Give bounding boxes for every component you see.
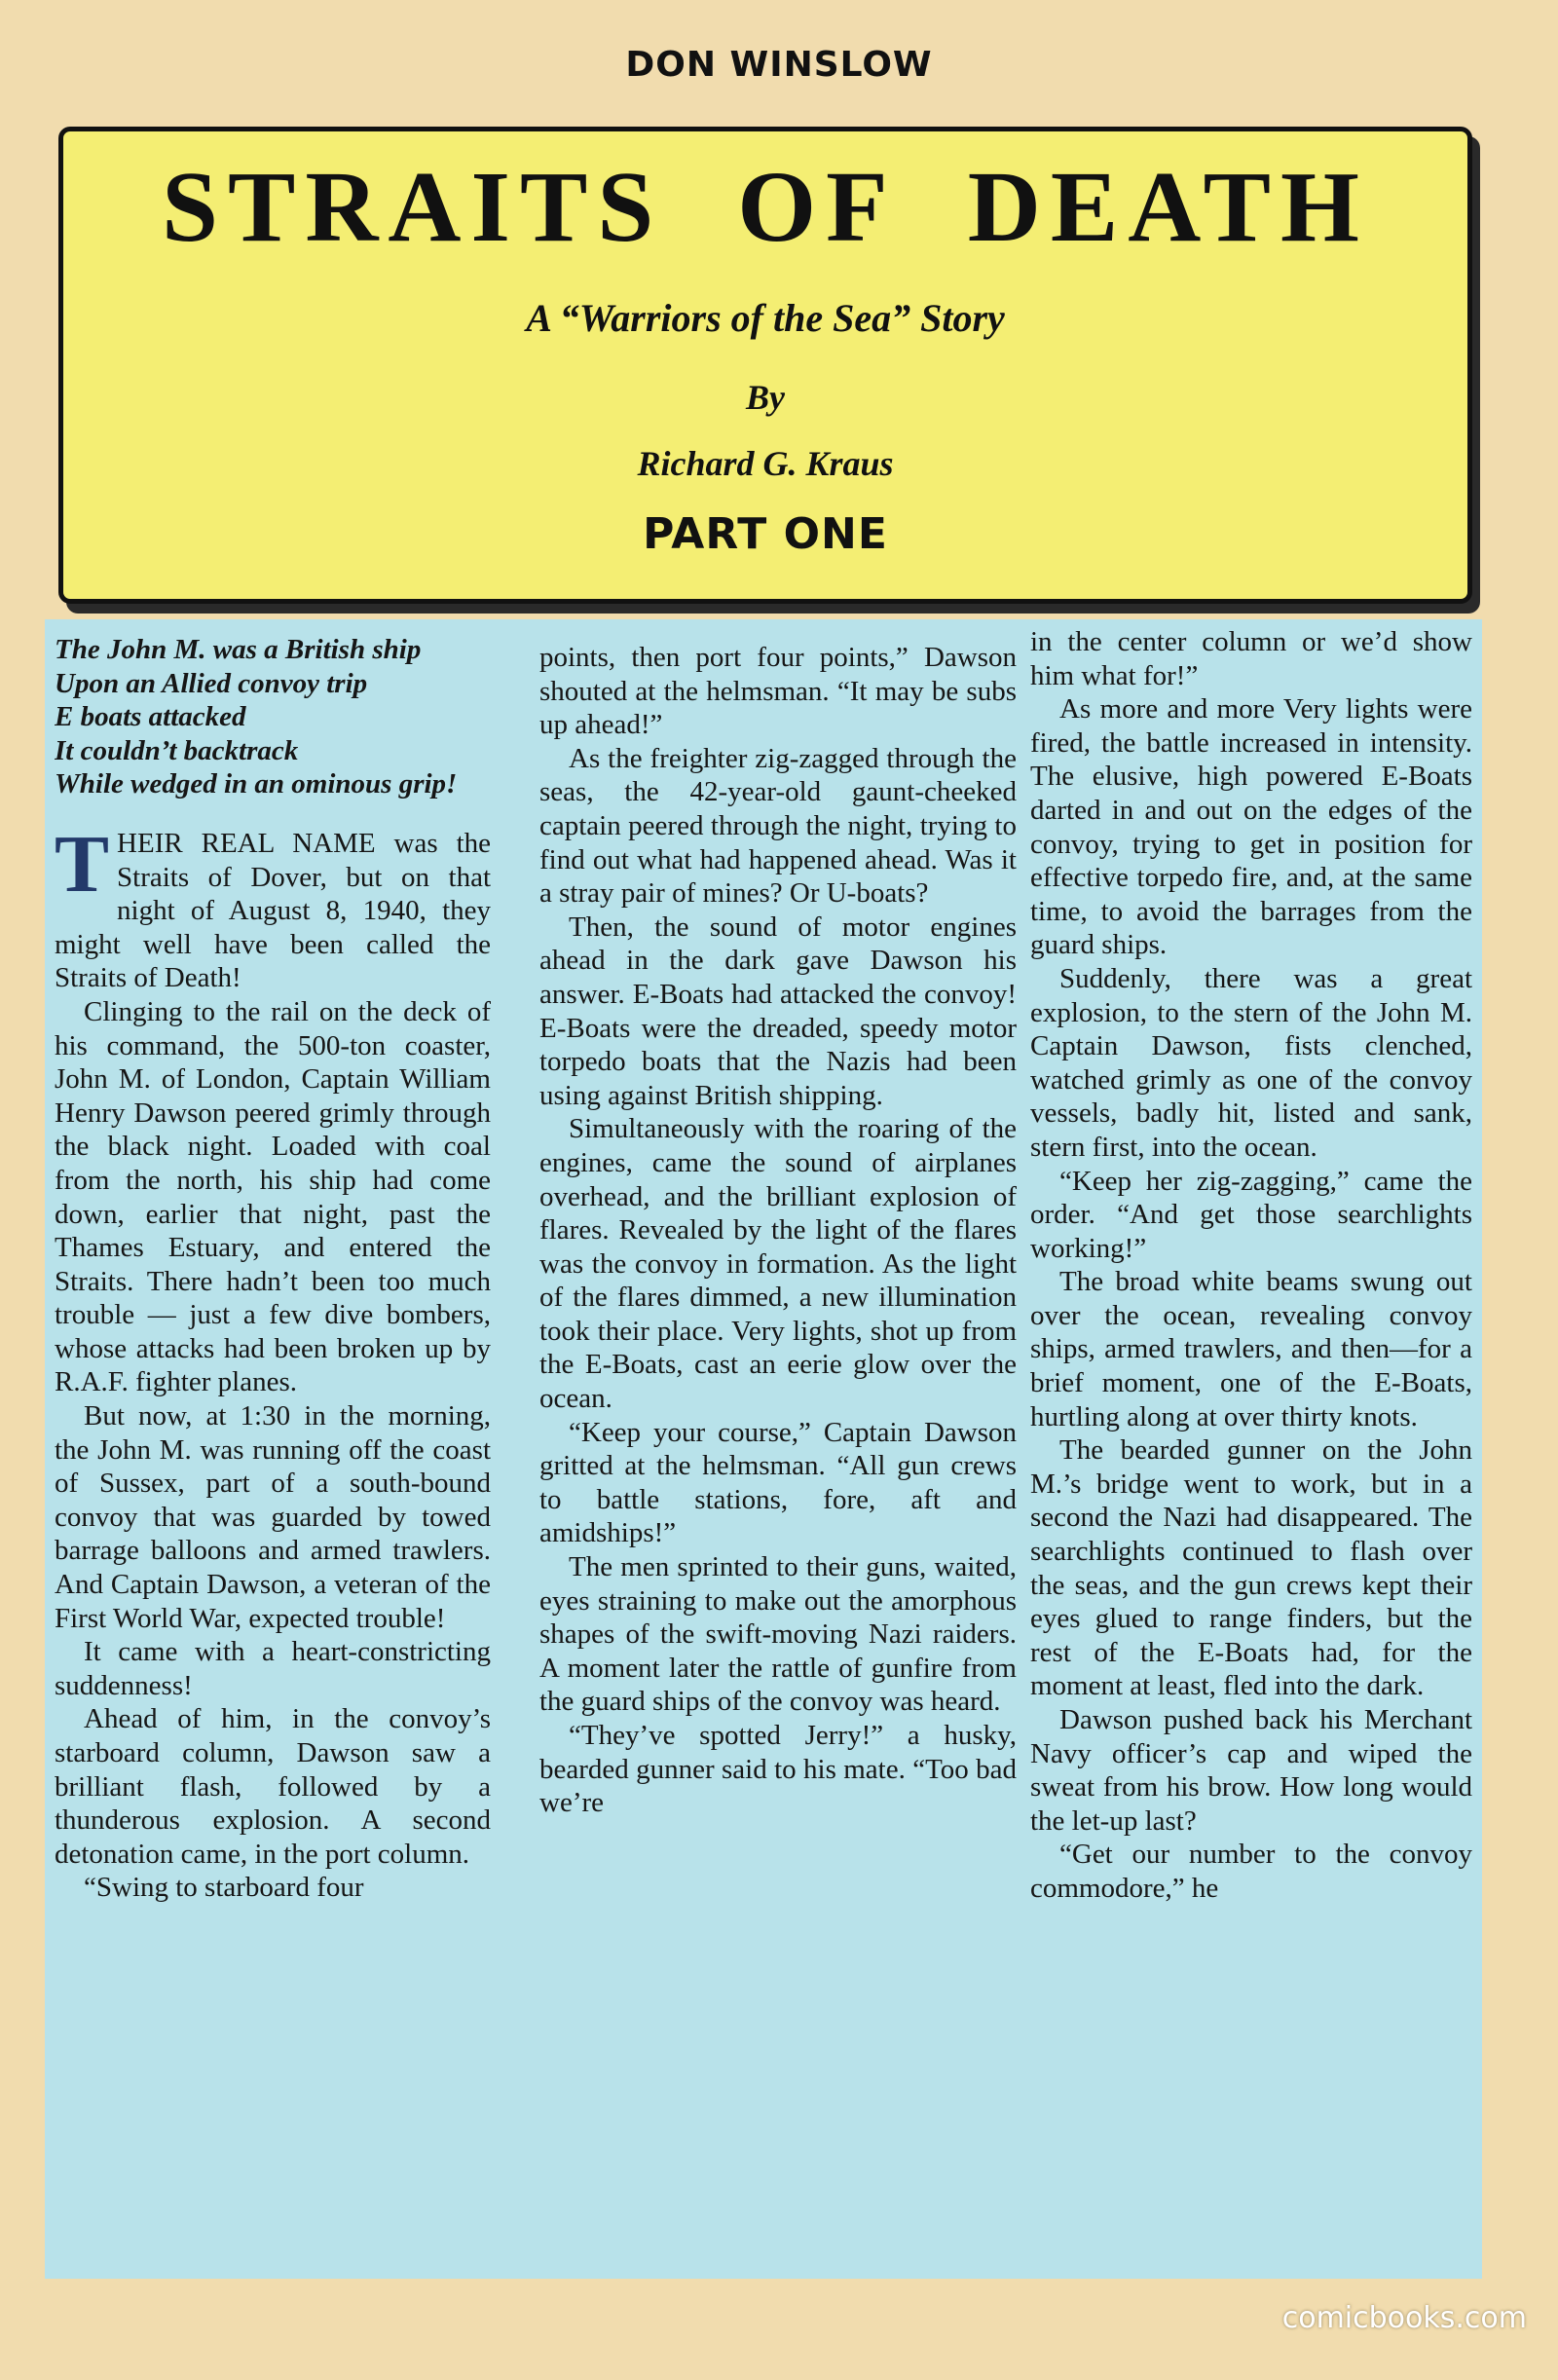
- paragraph: Simultaneously with the roaring of the engines, came the sound of airplanes overhead, and the brilliant explosion of flares. Revealed by the light of the flares was the convoy in formation. As the light of the flares dimmed, a new illumination took their place. Very lights, shot up from the E-Boats, cast an eerie glow over the ocean.: [539, 1113, 1017, 1415]
- story-panel: [45, 619, 1482, 2279]
- part-label: PART ONE: [643, 509, 888, 559]
- text-column-1: [55, 633, 491, 2292]
- title-panel: [58, 127, 1472, 604]
- paragraph: The broad white beams swung out over the ocean, revealing convoy ships, armed trawlers, and then—for a brief moment, one of the E-Boats, hurtling along at over thirty knots.: [1030, 1266, 1472, 1432]
- paragraph: “Keep your course,” Captain Dawson gritted at the helmsman. “All gun crews to battle stations, fore, aft and amidships!”: [539, 1416, 1017, 1549]
- paragraph: “Swing to starboard four: [84, 1872, 364, 1904]
- paragraph: THEIR REAL NAME was the Straits of Dover, but on that night of August 8, 1940, they might well have been called the Straits of Death!: [55, 818, 491, 994]
- paragraph: The bearded gunner on the John M.’s bridge went to work, but in a second the Nazi had disappeared. The searchlights continued to flash over the seas, and the gun crews kept their eyes glued to range finders, but the rest of the E-Boats had, for the moment at least, fled into the dark.: [1030, 1434, 1472, 1702]
- verse-line: E boats attacked: [55, 701, 246, 733]
- verse-line: The John M. was a British ship: [55, 634, 422, 665]
- verse-line: Upon an Allied convoy trip: [55, 667, 368, 699]
- paragraph: in the center column or we’d show him what for!”: [1030, 626, 1472, 691]
- intro-verse: [55, 633, 491, 801]
- verse-line: It couldn’t backtrack: [55, 734, 299, 766]
- series-header: DON WINSLOW: [625, 45, 933, 85]
- site-watermark: comicbooks.com: [1281, 2301, 1527, 2335]
- paragraph: As the freighter zig-zagged through the seas, the 42-year-old gaunt-cheeked captain peered through the night, trying to find out what had happened ahead. Was it a stray pair of mines? Or U-boats?: [539, 742, 1017, 910]
- paragraph: Suddenly, there was a great explosion, to the stern of the John M. Captain Dawson, fists clenched, watched grimly as one of the convoy vessels, badly hit, listed and sank, stern first, into the ocean.: [1030, 962, 1472, 1163]
- paragraph: Ahead of him, in the convoy’s starboard column, Dawson saw a brilliant flash, followed by a thunderous explosion. A second detonation came, in the port column.: [55, 1703, 491, 1870]
- paragraph: “Keep her zig-zagging,” came the order. “And get those searchlights working!”: [1030, 1165, 1472, 1264]
- byline: By: [746, 378, 785, 417]
- story-title: STRAITS OF DEATH: [162, 151, 1369, 263]
- paragraph: Clinging to the rail on the deck of his command, the 500-ton coaster, John M. of London, Captain William Henry Dawson peered grimly through the black night. Loaded with coal from the north, his ship had come down, earlier that night, past the Thames Estuary, and entered the Straits. There hadn’t been too much trouble — just a few dive bombers, whose attacks had been broken up by R.A.F. fighter planes.: [55, 995, 491, 1398]
- drop-cap: T: [55, 818, 110, 910]
- text-column-3: [1030, 625, 1472, 2285]
- paragraph: Then, the sound of motor engines ahead in the dark gave Dawson his answer. E-Boats had attacked the convoy! E-Boats were the dreaded, speedy motor torpedo boats that the Nazis had been using against British shipping.: [539, 911, 1017, 1111]
- verse-line: While wedged in an ominous grip!: [55, 768, 458, 800]
- paragraph: The men sprinted to their guns, waited, eyes straining to make out the amorphous shapes of the swift-moving Nazi raiders. A moment later the rattle of gunfire from the guard ships of the convoy was heard.: [539, 1551, 1017, 1718]
- author-name: Richard G. Kraus: [637, 444, 894, 483]
- paragraph: It came with a heart-constricting suddenness!: [55, 1636, 491, 1701]
- paragraph: As more and more Very lights were fired, the battle increased in intensity. The elusive, high powered E-Boats darted in and out on the edges of the convoy, trying to get in position for effective torpedo fire, and, at the same time, to avoid the barrages from the guard ships.: [1030, 693, 1472, 961]
- paragraph: “Get our number to the convoy commodore,” he: [1030, 1839, 1472, 1904]
- paragraph: But now, at 1:30 in the morning, the John M. was running off the coast of Sussex, part of a south-bound convoy that was guarded by towed barrage balloons and armed trawlers. And Captain Dawson, a veteran of the First World War, expected trouble!: [55, 1400, 491, 1634]
- paragraph: points, then port four points,” Dawson shouted at the helmsman. “It may be subs up ahead!”: [539, 642, 1017, 741]
- story-subtitle: A “Warriors of the Sea” Story: [526, 296, 1005, 340]
- paragraph: “They’ve spotted Jerry!” a husky, bearded gunner said to his mate. “Too bad we’re: [539, 1720, 1017, 1819]
- paragraph: Dawson pushed back his Merchant Navy officer’s cap and wiped the sweat from his brow. How long would the let-up last?: [1030, 1704, 1472, 1837]
- text-column-2: [539, 641, 1017, 2300]
